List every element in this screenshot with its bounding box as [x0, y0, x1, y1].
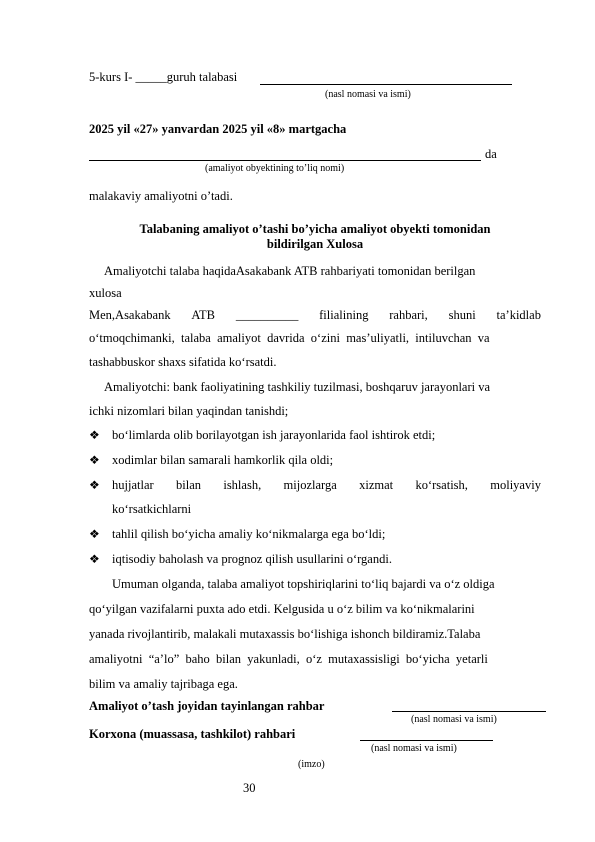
- sign-caption: (imzo): [298, 759, 325, 770]
- list-item: ❖ hujjatlar bilan ishlash, mijozlarga xizmat ko‘rsatish, moliyaviy: [89, 478, 541, 492]
- para2-line1: [89, 308, 541, 323]
- diamond-bullet-icon: ❖: [89, 527, 100, 541]
- summary-line: qo‘yilgan vazifalarni puxta ado etdi. Kelgusida u o‘z bilim va ko‘nikmalarini: [89, 602, 475, 616]
- supervisor-caption: (nasl nomasi va ismi): [411, 714, 497, 725]
- head-caption: (nasl nomasi va ismi): [371, 743, 457, 754]
- summary-line: Umuman olganda, talaba amaliyot topshiriqlarini to‘liq bajardi va o‘z oldiga: [112, 577, 495, 591]
- para1-line1: Amaliyotchi talaba haqidaAsakabank ATB rahbariyati tomonidan berilgan: [104, 264, 476, 278]
- place-suffix: da: [485, 147, 497, 161]
- summary-line: bilim va amaliy tajribaga ega.: [89, 677, 238, 691]
- list-item: ❖ bo‘limlarda olib borilayotgan ish jarayonlarida faol ishtirok etdi;: [89, 428, 436, 442]
- para3-line1: Amaliyotchi: bank faoliyatining tashkiliy tuzilmasi, boshqaruv jarayonlari va: [104, 380, 491, 394]
- diamond-bullet-icon: ❖: [89, 428, 100, 442]
- diamond-bullet-icon: ❖: [89, 478, 100, 492]
- para3-line2: ichki nizomlari bilan yaqindan tanishdi;: [89, 404, 289, 418]
- summary-line: amaliyotni “a’lo” baho bilan yakunladi, o‘z mutaxassisligi bo‘yicha yetarli: [89, 652, 488, 666]
- place-caption: (amaliyot obyektining to’liq nomi): [205, 163, 345, 174]
- head-label: Korxona (muassasa, tashkilot) rahbari: [89, 727, 296, 741]
- intro-text: malakaviy amaliyotni o’tadi.: [89, 189, 233, 203]
- list-item: ❖ iqtisodiy baholash va prognoz qilish usullarini o‘rgandi.: [89, 552, 392, 566]
- list-item: ❖ xodimlar bilan samarali hamkorlik qila oldi;: [89, 453, 334, 467]
- para1-line2: xulosa: [89, 286, 122, 300]
- word: rahbari,: [389, 308, 428, 322]
- summary-line: yanada rivojlantirib, malakali mutaxassis bo‘lishiga ishonch bildiramiz.Talaba: [89, 627, 481, 641]
- list-item: ❖ tahlil qilish bo‘yicha amaliy ko‘nikmalarga ega bo‘ldi;: [89, 527, 386, 541]
- place-blank: [89, 160, 481, 161]
- list-item-continuation: ko‘rsatkichlarni: [112, 502, 192, 516]
- word: ta’kidlab: [496, 308, 541, 322]
- student-line: 5-kurs I- _____guruh talabasi: [89, 70, 238, 84]
- supervisor-label: Amaliyot o’tash joyidan tayinlangan rahbar: [89, 699, 325, 713]
- diamond-bullet-icon: ❖: [89, 453, 100, 467]
- supervisor-name-blank: [392, 711, 546, 712]
- word: ATB: [191, 308, 216, 322]
- student-name-blank: [260, 84, 512, 85]
- word-blank: __________: [235, 308, 299, 322]
- para2-line3: tashabbuskor shaxs sifatida ko‘rsatdi.: [89, 355, 277, 369]
- para2-line2: o‘tmoqchimanki, talaba amaliyot davrida o‘zini mas’uliyatli, intiluvchan va: [89, 331, 490, 345]
- head-name-blank: [360, 740, 493, 741]
- diamond-bullet-icon: ❖: [89, 552, 100, 566]
- page-number: 30: [243, 781, 256, 795]
- word: shuni: [448, 308, 476, 322]
- student-caption: (nasl nomasi va ismi): [325, 89, 411, 100]
- title-line1: Talabaning amaliyot o’tashi bo’yicha amaliyot obyekti tomonidan: [139, 222, 491, 236]
- word: Men,Asakabank: [89, 308, 171, 322]
- word: filialining: [319, 308, 369, 322]
- title-line2: bildirilgan Xulosa: [266, 237, 364, 251]
- period-line: 2025 yil «27» yanvardan 2025 yil «8» martgacha: [89, 122, 347, 136]
